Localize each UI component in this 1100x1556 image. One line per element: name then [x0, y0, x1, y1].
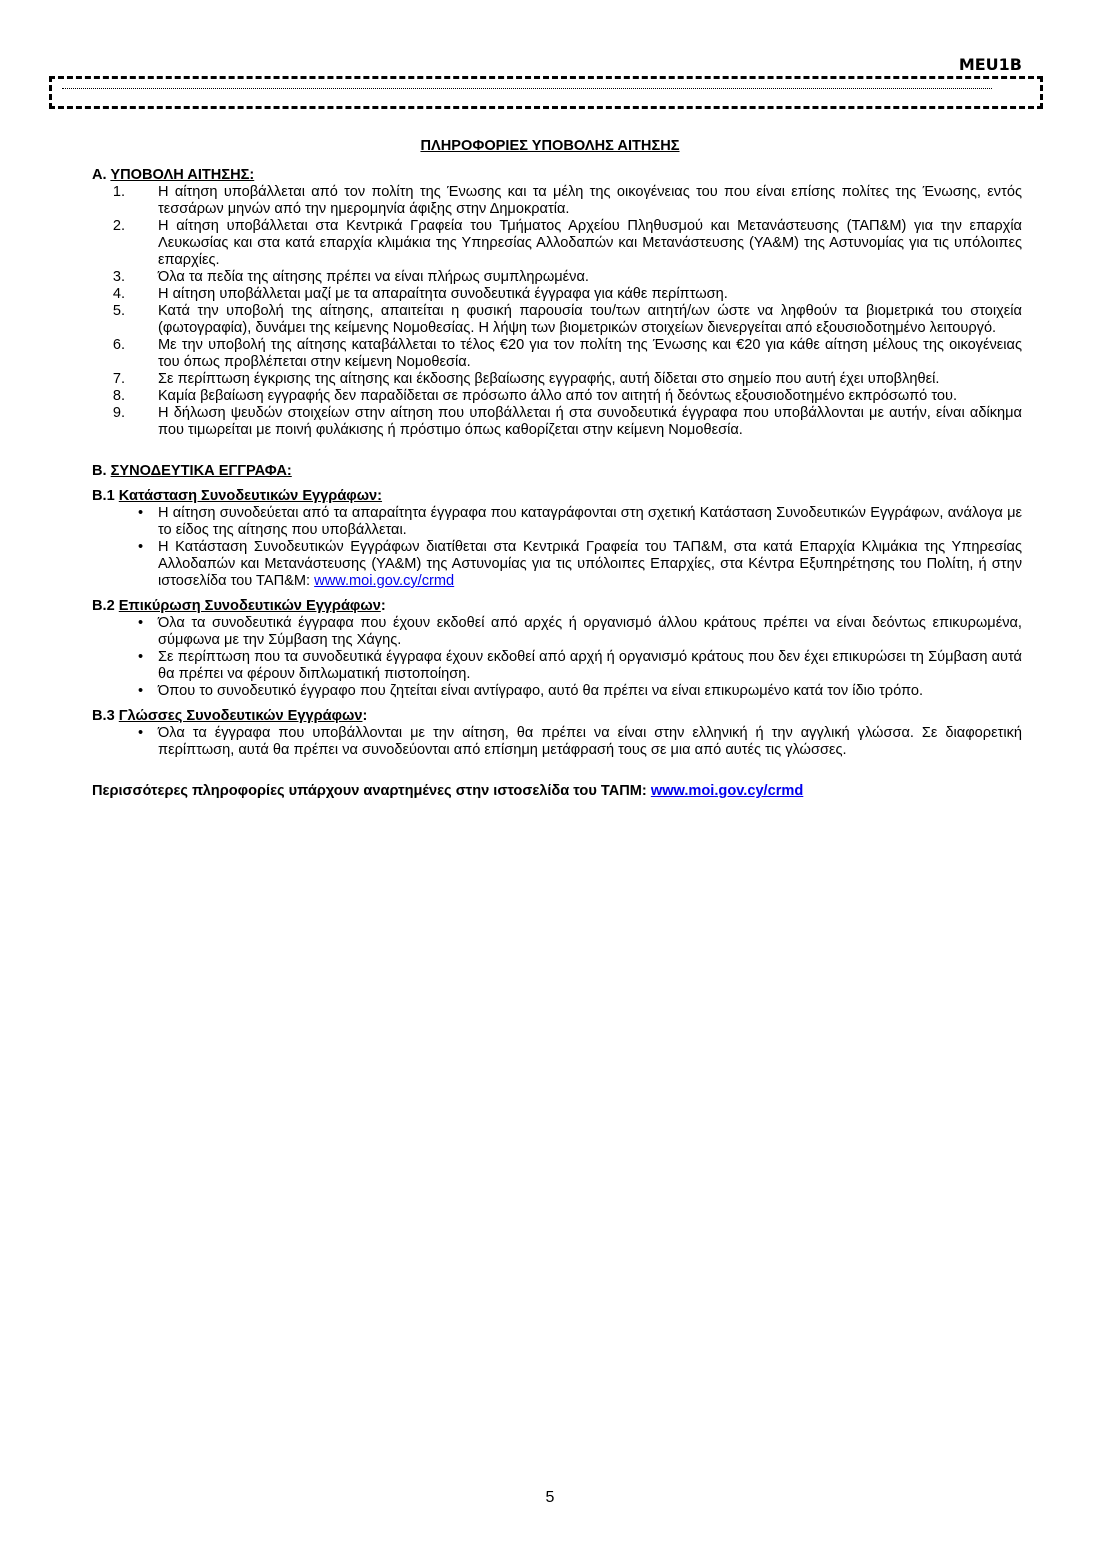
footer-website-link[interactable]: www.moi.gov.cy/crmd [650, 783, 804, 799]
item-text: Όλα τα πεδία της αίτησης πρέπει να είναι πλήρως συμπληρωμένα. [158, 269, 589, 285]
item-text: Με την υποβολή της αίτησης καταβάλλεται το τέλος €20 για τον πολίτη της Ένωσης και €20 για κάθε αίτηση μέλους της οικογένειας του όπως προβλέπεται στην κείμενη Νομοθεσία. [158, 337, 1022, 370]
item-number: 6. [112, 337, 125, 353]
section-b-title: ΣΥΝΟΔΕΥΤΙΚΑ ΕΓΓΡΑΦΑ: [110, 463, 292, 479]
bullet-icon: • [138, 649, 144, 665]
page-number: 5 [545, 1489, 555, 1506]
list-item [92, 505, 1022, 539]
section-b-heading [92, 463, 1022, 480]
list-item [92, 649, 1022, 683]
document-body [92, 167, 1022, 800]
item-number: 9. [112, 405, 125, 421]
item-text: Η δήλωση ψευδών στοιχείων στην αίτηση που υποβάλλεται ή στα συνοδευτικά έγγραφα που υποβάλλονται με αυτήν, είναι αδίκημα που τιμωρείται με ποινή φυλάκισης ή πρόστιμο όπως καθορίζεται στην κείμενη Νομοθεσία. [158, 405, 1022, 438]
list-item [92, 337, 1022, 371]
bullet-icon: • [138, 725, 144, 741]
item-text [158, 539, 1022, 590]
dashed-input-box[interactable] [49, 76, 1043, 109]
item-number: 8. [112, 388, 125, 404]
item-text: Όλα τα έγγραφα που υποβάλλονται με την αίτηση, θα πρέπει να είναι στην ελληνική ή την αγγλική γλώσσα. Σε διαφορετική περίπτωση, αυτά θα πρέπει να συνοδεύονται από επίσημη μετάφρασή τους σε μια από αυτές τις γλώσσες. [158, 725, 1022, 758]
list-item [92, 269, 1022, 286]
item-text: Όλα τα συνοδευτικά έγγραφα που έχουν εκδοθεί από αρχές ή οργανισμό άλλου κράτους πρέπει να είναι δεόντως επικυρωμένα, σύμφωνα με την Σύμβαση της Χάγης. [158, 615, 1022, 648]
subsection-b1-title: Κατάσταση Συνοδευτικών Εγγράφων: [118, 488, 383, 504]
bullet-icon: • [138, 683, 144, 699]
list-item [92, 184, 1022, 218]
list-item [92, 405, 1022, 439]
page-title: ΠΛΗΡΟΦΟΡΙΕΣ ΥΠΟΒΟΛΗΣ ΑΙΤΗΣΗΣ [420, 138, 680, 154]
subsection-b1-list [92, 505, 1022, 590]
section-a-prefix: Α. [92, 167, 107, 183]
list-item [92, 725, 1022, 759]
item-number: 1. [112, 184, 125, 200]
list-item [92, 371, 1022, 388]
more-info-note [92, 783, 1022, 800]
subsection-b2-colon: : [380, 598, 386, 614]
list-item [92, 218, 1022, 269]
dotted-fill-line [62, 88, 992, 89]
list-item [92, 683, 1022, 700]
subsection-b1-heading [92, 488, 1022, 505]
subsection-b2-list [92, 615, 1022, 700]
section-b-prefix: Β. [92, 463, 107, 479]
section-a-list [92, 184, 1022, 439]
section-a-title: ΥΠΟΒΟΛΗ ΑΙΤΗΣΗΣ: [110, 167, 255, 183]
item-text: Η αίτηση υποβάλλεται στα Κεντρικά Γραφεία του Τμήματος Αρχείου Πληθυσμού και Μετανάστευσης (ΤΑΠ&Μ) για την επαρχία Λευκωσίας και στα κατά επαρχία κλιμάκια της Υπηρεσίας Αλλοδαπών και Μετανάστευσης (ΥΑ&Μ) της Αστυνομίας για τις υπόλοιπες επαρχίες. [158, 218, 1022, 268]
section-a-heading [92, 167, 1022, 184]
subsection-b1-prefix: Β.1 [92, 488, 115, 504]
subsection-b2-title: Επικύρωση Συνοδευτικών Εγγράφων [118, 598, 381, 614]
item-text: Καμία βεβαίωση εγγραφής δεν παραδίδεται σε πρόσωπο άλλο από τον αιτητή ή δεόντως εξουσιοδοτημένο εκπρόσωπό του. [158, 388, 958, 404]
subsection-b3-heading [92, 708, 1022, 725]
item-text: Κατά την υποβολή της αίτησης, απαιτείται η φυσική παρουσία του/των αιτητή/ων ώστε να ληφθούν τα βιομετρικά του στοιχεία (φωτογραφία), δυνάμει της κείμενης Νομοθεσίας. Η λήψη των βιομετρικών στοιχείων διενεργείται από εξουσιοδοτημένο λειτουργό. [158, 303, 1022, 336]
list-item [92, 286, 1022, 303]
item-text: Όπου το συνοδευτικό έγγραφο που ζητείται είναι αντίγραφο, αυτό θα πρέπει να είναι επικυρωμένο κατά τον ίδιο τρόπο. [158, 683, 924, 699]
form-code: MEU1B [958, 55, 1022, 74]
subsection-b3-colon: : [362, 708, 368, 724]
subsection-b2-heading [92, 598, 1022, 615]
subsection-b2-prefix: Β.2 [92, 598, 115, 614]
list-item [92, 615, 1022, 649]
item-text-part: Η Κατάσταση Συνοδευτικών Εγγράφων διατίθεται στα Κεντρικά Γραφεία του ΤΑΠ&Μ, στα κατά Επαρχία Κλιμάκια της Υπηρεσίας Αλλοδαπών και Μετανάστευσης (ΥΑ&Μ) της Αστυνομίας για τις υπόλοιπες Επαρχίες, στα Κέντρα Εξυπηρέτησης του Πολίτη, ή στην ιστοσελίδα του ΤΑΠ&Μ: [158, 539, 1022, 589]
item-number: 3. [112, 269, 125, 285]
subsection-b3-title: Γλώσσες Συνοδευτικών Εγγράφων [118, 708, 363, 724]
item-text: Η αίτηση υποβάλλεται μαζί με τα απαραίτητα συνοδευτικά έγγραφα για κάθε περίπτωση. [158, 286, 728, 302]
subsection-b3-prefix: Β.3 [92, 708, 115, 724]
item-number: 4. [112, 286, 125, 302]
bullet-icon: • [138, 505, 144, 521]
item-text: Σε περίπτωση που τα συνοδευτικά έγγραφα έχουν εκδοθεί από αρχή ή οργανισμό κράτους που δεν έχει επικυρώσει τη Σύμβαση αυτά θα πρέπει να φέρουν διπλωματική πιστοποίηση. [158, 649, 1022, 682]
list-item [92, 303, 1022, 337]
list-item [92, 539, 1022, 590]
more-info-text: Περισσότερες πληροφορίες υπάρχουν αναρτημένες στην ιστοσελίδα του ΤΑΠΜ: [92, 783, 651, 799]
item-number: 5. [112, 303, 125, 319]
subsection-b3-list [92, 725, 1022, 759]
bullet-icon: • [138, 539, 144, 555]
item-text: Η αίτηση υποβάλλεται από τον πολίτη της Ένωσης και τα μέλη της οικογένειας του που είναι επίσης πολίτες της Ένωσης, εντός τεσσάρων μηνών από την ημερομηνία άφιξης στην Δημοκρατία. [158, 184, 1022, 217]
item-number: 2. [112, 218, 125, 234]
item-text: Η αίτηση συνοδεύεται από τα απαραίτητα έγγραφα που καταγράφονται στη σχετική Κατάσταση Συνοδευτικών Εγγράφων, ανάλογα με το είδος της αίτησης που υποβάλλεται. [158, 505, 1022, 538]
list-item [92, 388, 1022, 405]
bullet-icon: • [138, 615, 144, 631]
item-text: Σε περίπτωση έγκρισης της αίτησης και έκδοσης βεβαίωσης εγγραφής, αυτή δίδεται στο σημείο που αυτή έχει υποβληθεί. [158, 371, 940, 387]
item-number: 7. [112, 371, 125, 387]
crmd-website-link[interactable]: www.moi.gov.cy/crmd [314, 573, 455, 589]
